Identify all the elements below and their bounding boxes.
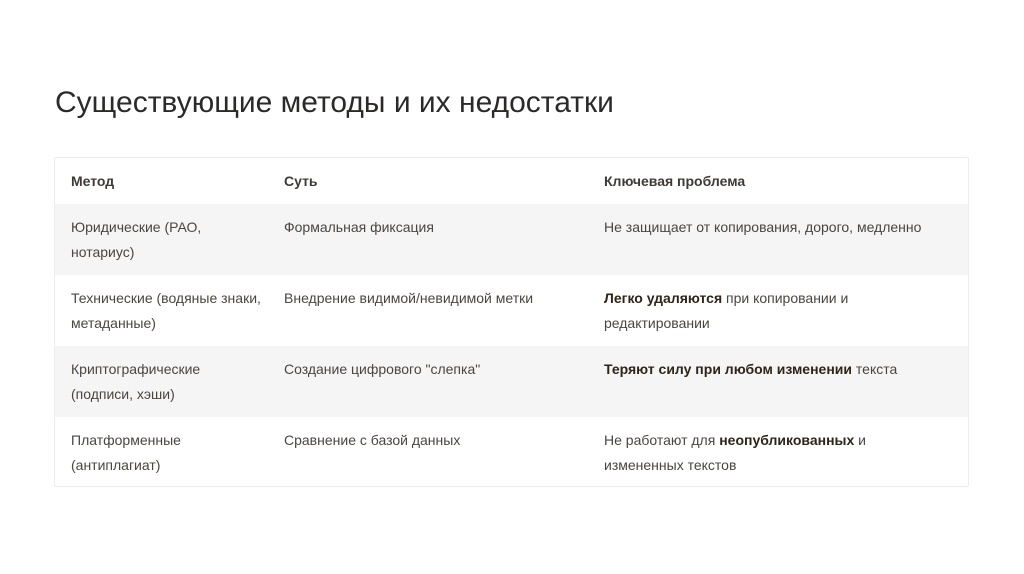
cell-method: Платформенные (антиплагиат) bbox=[71, 432, 181, 473]
header-method: Метод bbox=[71, 172, 115, 189]
problem-text-tail: при копировании и редактировании bbox=[604, 290, 849, 331]
cell-method: Юридические (РАО, нотариус) bbox=[55, 204, 284, 275]
problem-emphasis: неопубликованных bbox=[719, 432, 855, 448]
table-row bbox=[55, 346, 968, 417]
problem-text: Не работают для bbox=[604, 432, 720, 448]
cell-problem bbox=[604, 417, 968, 487]
table-row bbox=[55, 275, 968, 346]
table-header-row bbox=[55, 158, 968, 204]
cell-method: Криптографические (подписи, хэши) bbox=[55, 346, 284, 417]
table-row bbox=[55, 204, 968, 275]
cell-problem bbox=[604, 346, 968, 417]
table-row bbox=[55, 417, 968, 487]
cell-essence: Внедрение видимой/невидимой метки bbox=[284, 290, 534, 306]
cell-essence: Формальная фиксация bbox=[284, 204, 604, 275]
cell-method: Технические (водяные знаки, метаданные) bbox=[71, 290, 261, 331]
cell-essence: Создание цифрового "слепка" bbox=[284, 346, 604, 417]
cell-essence: Сравнение с базой данных bbox=[284, 432, 461, 448]
problem-emphasis: Теряют силу при любом изменении bbox=[604, 361, 853, 377]
problem-text-tail: и измененных текстов bbox=[604, 432, 866, 473]
cell-problem bbox=[604, 204, 968, 275]
cell-problem bbox=[604, 275, 968, 346]
problem-text: Не защищает от копирования, дорого, медленно bbox=[604, 219, 922, 235]
header-essence: Суть bbox=[284, 172, 318, 189]
problem-emphasis: Легко удаляются bbox=[604, 290, 723, 306]
problem-text-tail: текста bbox=[852, 361, 898, 377]
header-problem: Ключевая проблема bbox=[604, 172, 746, 189]
slide-title: Существующие методы и их недостатки bbox=[55, 86, 614, 119]
methods-table bbox=[54, 157, 969, 487]
